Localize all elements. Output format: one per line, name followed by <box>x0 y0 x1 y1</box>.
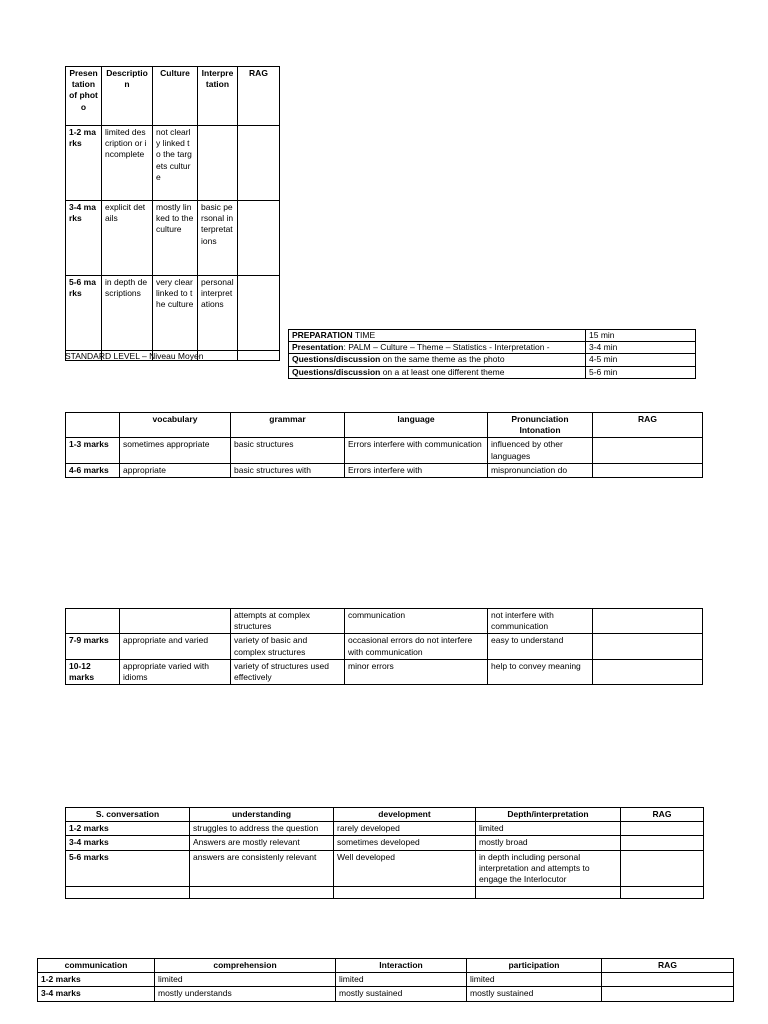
vocabulary-cell <box>120 609 231 634</box>
marks-cell: 1-3 marks <box>66 438 120 463</box>
development-cell: sometimes developed <box>334 836 476 850</box>
grammar-cell: variety of basic and complex structures <box>231 634 345 659</box>
rag-cell <box>593 659 703 684</box>
understanding-cell: Answers are mostly relevant <box>190 836 334 850</box>
interpretation-cell: basic personal interpretations <box>198 201 238 276</box>
column-header: understanding <box>190 808 334 822</box>
grammar-cell: variety of structures used effectively <box>231 659 345 684</box>
empty-row <box>66 887 704 899</box>
column-header: grammar <box>231 413 345 438</box>
table-row <box>66 634 703 659</box>
description-cell: in depth descriptions <box>102 276 153 351</box>
marks-cell: 1-2 marks <box>38 973 155 987</box>
marks-cell: 1-2 marks <box>66 126 102 201</box>
column-header: Presentation of photo <box>66 67 102 126</box>
vocabulary-cell: sometimes appropriate <box>120 438 231 463</box>
marks-cell: 3-4 marks <box>66 201 102 276</box>
column-header: Pronunciation Intonation <box>488 413 593 438</box>
conversation-criteria-table <box>65 807 704 899</box>
culture-cell: very clear linked to the culture <box>153 276 198 351</box>
marks-cell: 5-6 marks <box>66 850 190 887</box>
language-cell: minor errors <box>345 659 488 684</box>
rag-cell <box>593 609 703 634</box>
grammar-cell: attempts at complex structures <box>231 609 345 634</box>
table-row <box>66 659 703 684</box>
development-cell: Well developed <box>334 850 476 887</box>
prep-label-cell: Questions/discussion on the same theme as the photo <box>289 354 586 366</box>
interpretation-cell <box>198 126 238 201</box>
table-row <box>66 201 280 276</box>
column-header: comprehension <box>155 959 336 973</box>
prep-time-cell: 15 min <box>586 330 696 342</box>
prep-time-cell: 5-6 min <box>586 366 696 378</box>
table-row <box>66 850 704 887</box>
language-cell: Errors interfere with communication <box>345 438 488 463</box>
marks-cell: 10-12 marks <box>66 659 120 684</box>
interaction-cell: limited <box>336 973 467 987</box>
language-cell: communication <box>345 609 488 634</box>
column-header <box>66 413 120 438</box>
prep-label-cell: PREPARATION TIME <box>289 330 586 342</box>
prep-time-cell: 4-5 min <box>586 354 696 366</box>
vocabulary-cell: appropriate <box>120 463 231 477</box>
vocabulary-cell: appropriate varied with idioms <box>120 659 231 684</box>
marks-cell: 7-9 marks <box>66 634 120 659</box>
comprehension-cell: mostly understands <box>155 987 336 1001</box>
pronunciation-cell: easy to understand <box>488 634 593 659</box>
participation-cell: mostly sustained <box>467 987 602 1001</box>
column-header: language <box>345 413 488 438</box>
table-row <box>289 366 696 378</box>
rag-cell <box>621 822 704 836</box>
column-header: development <box>334 808 476 822</box>
rag-cell <box>238 126 280 201</box>
vocabulary-cell: appropriate and varied <box>120 634 231 659</box>
table-header-row <box>66 808 704 822</box>
description-cell: explicit details <box>102 201 153 276</box>
table-row <box>38 987 734 1001</box>
understanding-cell: struggles to address the question <box>190 822 334 836</box>
prep-time-cell: 3-4 min <box>586 342 696 354</box>
column-header: participation <box>467 959 602 973</box>
column-header: Interaction <box>336 959 467 973</box>
marks-cell: 4-6 marks <box>66 463 120 477</box>
table-row <box>66 463 703 477</box>
communication-criteria-table <box>37 958 734 1002</box>
culture-cell: not clearly linked to the targets culture <box>153 126 198 201</box>
table-row <box>66 822 704 836</box>
comprehension-cell: limited <box>155 973 336 987</box>
rag-cell <box>602 973 734 987</box>
rag-cell <box>593 438 703 463</box>
language-criteria-table <box>65 412 703 478</box>
photo-presentation-table <box>65 66 280 361</box>
language-cell: Errors interfere with <box>345 463 488 477</box>
marks-cell: 3-4 marks <box>66 836 190 850</box>
rag-cell <box>593 463 703 477</box>
table-header-row <box>38 959 734 973</box>
column-header: RAG <box>602 959 734 973</box>
column-header: S. conversation <box>66 808 190 822</box>
rag-cell <box>238 201 280 276</box>
pronunciation-cell: influenced by other languages <box>488 438 593 463</box>
marks-cell <box>66 609 120 634</box>
marks-cell: 5-6 marks <box>66 276 102 351</box>
column-header: RAG <box>621 808 704 822</box>
table-row <box>66 276 280 351</box>
preparation-time-table <box>288 329 696 379</box>
rag-cell <box>602 987 734 1001</box>
grammar-cell: basic structures <box>231 438 345 463</box>
language-criteria-table-continued <box>65 608 703 685</box>
column-header: communication <box>38 959 155 973</box>
table-header-row <box>66 67 280 126</box>
standard-level-caption: STANDARD LEVEL – Niveau Moyen <box>65 351 204 361</box>
column-header: vocabulary <box>120 413 231 438</box>
rag-cell <box>621 836 704 850</box>
prep-label-cell: Questions/discussion on a at least one different theme <box>289 366 586 378</box>
column-header: RAG <box>238 67 280 126</box>
table-row <box>66 438 703 463</box>
grammar-cell: basic structures with <box>231 463 345 477</box>
development-cell: rarely developed <box>334 822 476 836</box>
column-header: RAG <box>593 413 703 438</box>
column-header: Culture <box>153 67 198 126</box>
depth-cell: mostly broad <box>476 836 621 850</box>
prep-label-cell: Presentation: PALM – Culture – Theme – Statistics - Interpretation - <box>289 342 586 354</box>
description-cell: limited description or incomplete <box>102 126 153 201</box>
interpretation-cell: personal interpretations <box>198 276 238 351</box>
participation-cell: limited <box>467 973 602 987</box>
rag-cell <box>621 850 704 887</box>
understanding-cell: answers are consistenly relevant <box>190 850 334 887</box>
table-row <box>289 354 696 366</box>
table-row <box>66 609 703 634</box>
culture-cell: mostly linked to the culture <box>153 201 198 276</box>
table-row <box>66 836 704 850</box>
table-row <box>289 330 696 342</box>
language-cell: occasional errors do not interfere with communication <box>345 634 488 659</box>
depth-cell: limited <box>476 822 621 836</box>
table-row <box>289 342 696 354</box>
marks-cell: 3-4 marks <box>38 987 155 1001</box>
column-header: Depth/interpretation <box>476 808 621 822</box>
pronunciation-cell: not interfere with communication <box>488 609 593 634</box>
table-row <box>38 973 734 987</box>
table-row <box>66 126 280 201</box>
interaction-cell: mostly sustained <box>336 987 467 1001</box>
rag-cell <box>238 276 280 351</box>
column-header: Interpretation <box>198 67 238 126</box>
table-header-row <box>66 413 703 438</box>
pronunciation-cell: help to convey meaning <box>488 659 593 684</box>
marks-cell: 1-2 marks <box>66 822 190 836</box>
rag-cell <box>593 634 703 659</box>
column-header: Description <box>102 67 153 126</box>
depth-cell: in depth including personal interpretation and attempts to engage the Interlocutor <box>476 850 621 887</box>
pronunciation-cell: mispronunciation do <box>488 463 593 477</box>
